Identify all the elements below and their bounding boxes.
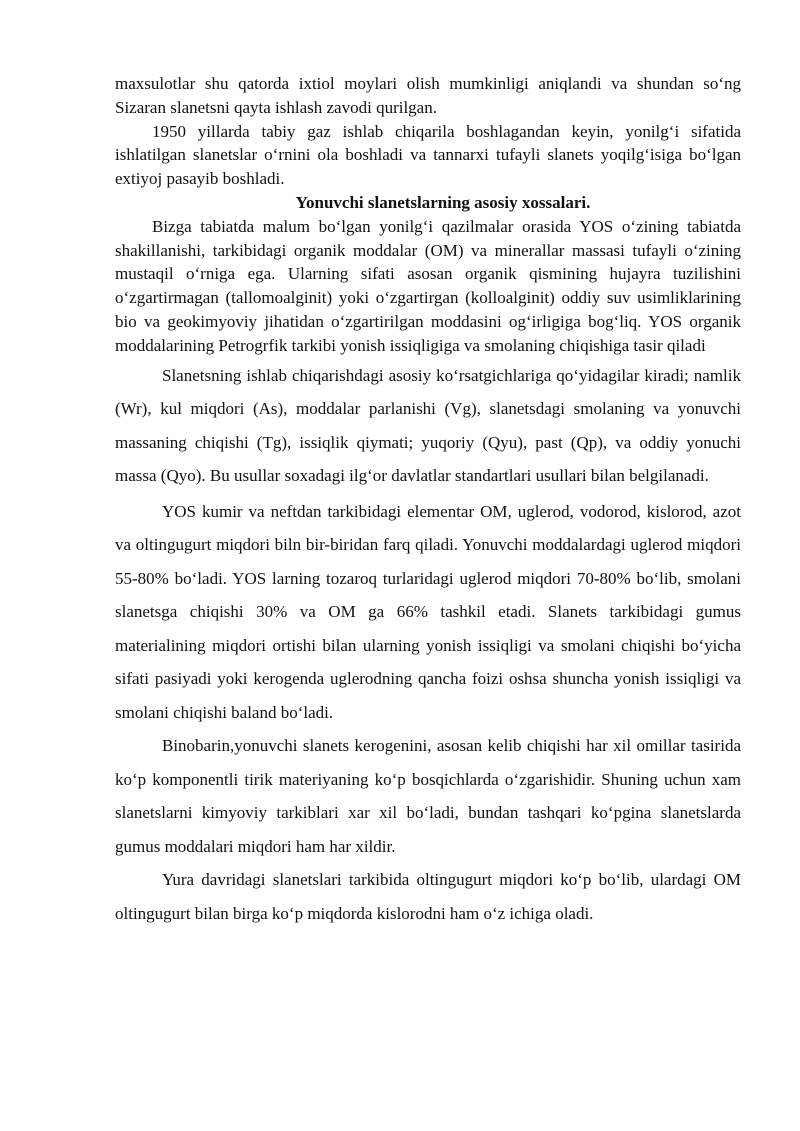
- paragraph-continuation: maxsulotlar shu qatorda ixtiol moylari olish mumkinligi aniqlandi va shundan so‘ng Sizaran slanetsni qayta ishlash zavodi qurilgan.: [115, 74, 741, 117]
- paragraph-elemental-composition: YOS kumir va neftdan tarkibidagi elementar OM, uglerod, vodorod, kislorod, azot va oltingugurt miqdori biln bir-biridan farq qiladi. Yonuvchi moddalardagi uglerod miqdori 55-80% bo‘ladi. YOS larning tozaroq turlaridagi uglerod miqdori 70-80% bo‘lib, smolani slanetsga chiqishi 30% va OM ga 66% tashkil etadi. Slanets tarkibidagi gumus materialining miqdori ortishi bilan ularning yonish issiqligi va smolani chiqishi bo‘yicha sifati pasiyadi yoki kerogenda uglerodning qancha foizi oshsa shuncha yonish issiqligi va smolani chiqishi baland bo‘ladi.: [115, 501, 741, 722]
- document-page: [115, 72, 741, 930]
- paragraph-kerogen-origin: Binobarin,yonuvchi slanets kerogenini, asosan kelib chiqishi har xil omillar tasirida ko‘p komponentli tirik materiyaning ko‘p bosqichlarda o‘zgarishidir. Shuning uchun xam slanetslarni kimyoviy tarkiblari xar xil bo‘ladi, bundan tashqari ko‘pgina slanetslarda gumus moddalari miqdori ham har xildir.: [115, 736, 741, 856]
- paragraph-jurassic-shales: Yura davridagi slanetslari tarkibida oltingugurt miqdori ko‘p bo‘lib, ulardagi OM oltingugurt bilan birga ko‘p miqdorda kislorodni ham o‘z ichiga oladi.: [115, 870, 741, 923]
- paragraph-shale-formation: Bizga tabiatda malum bo‘lgan yonilg‘i qazilmalar orasida YOS o‘zining tabiatda shakillanishi, tarkibidagi organik moddalar (OM) va minerallar massasi tufayli o‘zining mustaqil o‘rniga ega. Ularning sifati asosan organik qismining hujayra tuzilishini o‘zgartirmagan (tallomoalginit) yoki o‘zgartirgan (kolloalginit) oddiy suv usimliklarining bio va geokimyoviy jihatidan o‘zgartirilgan moddasini og‘irligiga bog‘liq. YOS organik moddalarining Petrogrfik tarkibi yonish issiqligiga va smolaning chiqishiga tasir qiladi: [115, 216, 741, 355]
- section-title: Yonuvchi slanetslarning asosiy xossalari.: [295, 192, 591, 212]
- paragraph-production-indicators: Slanetsning ishlab chiqarishdagi asosiy ko‘rsatgichlariga qo‘yidagilar kiradi; namlik (Wr), kul miqdori (As), moddalar parlanishi (Vg), slanetsdagi smolaning va yonuvchi massaning chiqishi (Tg), issiqlik qiymati; yuqoriy (Qyu), past (Qp), va oddiy yonuchi massa (Qyo). Bu usullar soxadagi ilg‘or davlatlar standartlari usullari bilan belgilanadi.: [115, 365, 741, 486]
- paragraph-gas-production: 1950 yillarda tabiy gaz ishlab chiqarila boshlagandan keyin, yonilg‘i sifatida ishlatilgan slanetslar o‘rnini ola boshladi va tannarxi tufayli slanets yoqilg‘isiga bo‘lgan extiyoj pasayib boshladi.: [115, 121, 741, 189]
